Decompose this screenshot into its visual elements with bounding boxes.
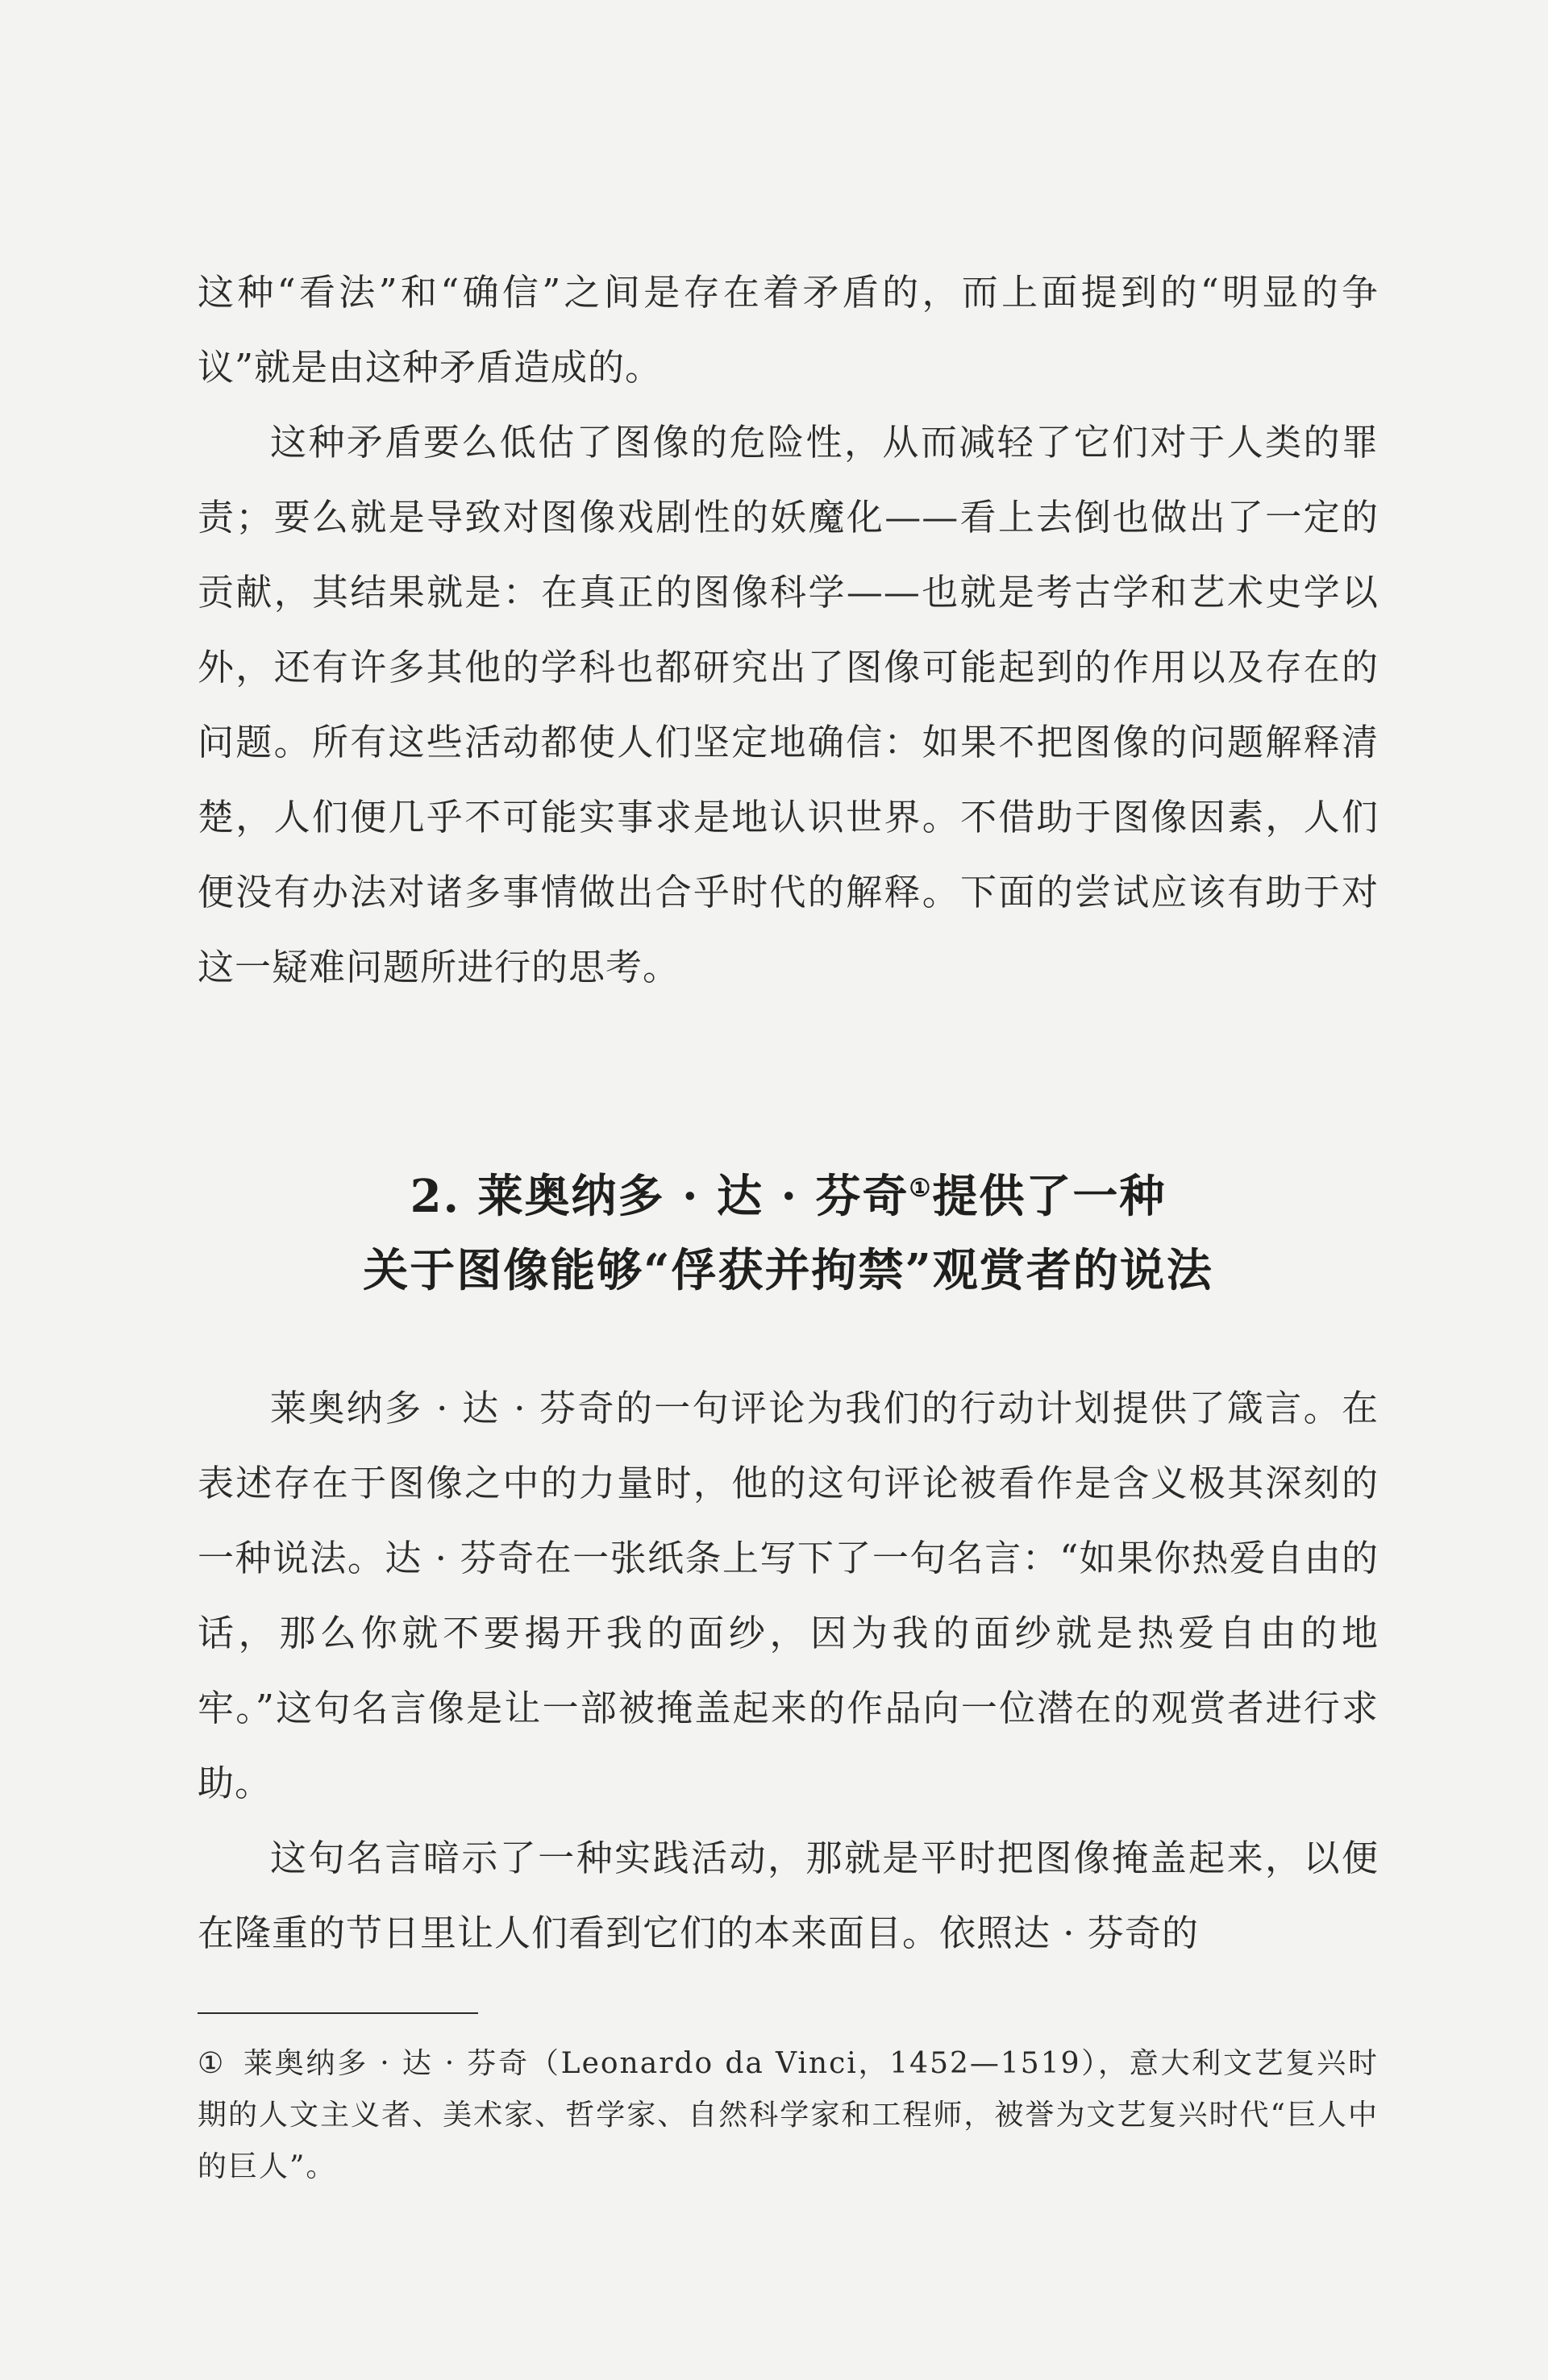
- footnote-reference: ①: [909, 1174, 933, 1203]
- opening-text: [198, 255, 1379, 1005]
- heading-line-1-end: 提供了一种: [932, 1170, 1167, 1223]
- footnote-divider: [198, 2012, 478, 2014]
- heading-line-2: 关于图像能够“俘获并拘禁”观赏者的说法: [363, 1244, 1213, 1297]
- footnote-text: 莱奥纳多 · 达 · 芬奇（Leonardo da Vinci，1452—1519），意大利文艺复兴时期的人文主义者、美术家、哲学家、自然科学家和工程师，被誉为文艺复兴时代“巨人中的巨人”。: [198, 2047, 1379, 2183]
- paragraph-3: 莱奥纳多 · 达 · 芬奇的一句评论为我们的行动计划提供了箴言。在表述存在于图像之中的力量时，他的这句评论被看作是含义极其深刻的一种说法。达 · 芬奇在一张纸条上写下了一句名言：“如果你热爱自由的话，那么你就不要揭开我的面纱，因为我的面纱就是热爱自由的地牢。”这句名言像是让一部被掩盖起来的作品向一位潜在的观赏者进行求助。: [198, 1387, 1379, 1804]
- footnote-mark: ①: [198, 2047, 227, 2080]
- paragraph-1: 这种“看法”和“确信”之间是存在着矛盾的，而上面提到的“明显的争议”就是由这种矛盾造成的。: [198, 271, 1379, 389]
- paragraph-2: 这种矛盾要么低估了图像的危险性，从而减轻了它们对于人类的罪责；要么就是导致对图像戏剧性的妖魔化——看上去倒也做出了一定的贡献，其结果就是：在真正的图像科学——也就是考古学和艺术史学以外，还有许多其他的学科也都研究出了图像可能起到的作用以及存在的问题。所有这些活动都使人们坚定地确信：如果不把图像的问题解释清楚，人们便几乎不可能实事求是地认识世界。不借助于图像因素，人们便没有办法对诸多事情做出合乎时代的解释。下面的尝试应该有助于对这一疑难问题所进行的思考。: [198, 421, 1379, 988]
- heading-line-1-start: 2. 莱奥纳多 · 达 · 芬奇: [410, 1170, 909, 1223]
- section-body: [198, 1371, 1379, 1970]
- paragraph-4: 这句名言暗示了一种实践活动，那就是平时把图像掩盖起来，以便在隆重的节日里让人们看到它们的本来面目。依照达 · 芬奇的: [198, 1837, 1379, 1954]
- section-heading: [198, 1159, 1379, 1308]
- heading-line-1: [198, 1159, 1379, 1234]
- footnote: [198, 2038, 1379, 2193]
